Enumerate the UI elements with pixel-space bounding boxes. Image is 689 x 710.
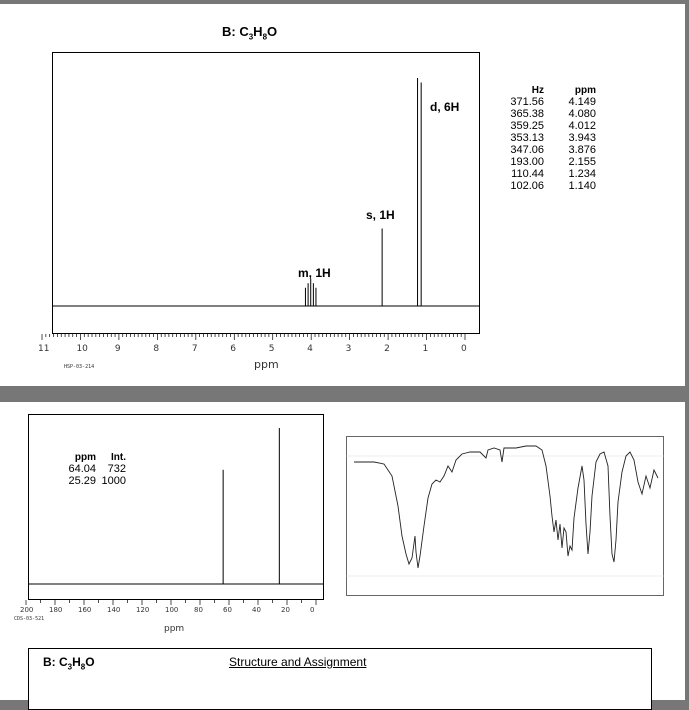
cnmr-ppm-header: ppm (74, 452, 96, 463)
hnmr-peak-row (498, 156, 596, 168)
hnmr-peak-row (498, 96, 596, 108)
cnmr-tick-label: 140 (107, 606, 121, 614)
cnmr-tick-label: 80 (194, 606, 203, 614)
cnmr-peak-row (58, 463, 126, 475)
hz-value: 371.56 (510, 96, 544, 108)
cnmr-tick-label: 180 (49, 606, 63, 614)
ir-spectrum (346, 436, 664, 596)
ppm-value: 3.943 (568, 132, 596, 144)
hnmr-peak-row (498, 132, 596, 144)
hz-header: Hz (531, 85, 544, 96)
hnmr-peak-row (498, 180, 596, 192)
cnmr-int-header: Int. (111, 452, 126, 463)
hz-value: 353.13 (510, 132, 544, 144)
hnmr-title: B: $C_3H_8O$ (222, 24, 278, 42)
hnmr-panel (0, 4, 685, 386)
cnmr-tick-label: 100 (165, 606, 179, 614)
hnmr-tick-label: 5 (268, 344, 275, 354)
hnmr-tick-label: 4 (307, 344, 313, 354)
ppm-value: 4.149 (568, 96, 596, 108)
hnmr-peak-row (498, 144, 596, 156)
cnmr-tick-label: 120 (136, 606, 150, 614)
hnmr-peak-row (498, 120, 596, 132)
cnmr-code: CDS-03-521 (14, 616, 45, 622)
hnmr-tick-label: 9 (114, 344, 121, 354)
ppm-value: 1.234 (568, 168, 596, 180)
hnmr-label-m: m, 1H (298, 266, 331, 280)
cnmr-int-value: 1000 (101, 475, 126, 487)
cnmr-xlabel: ppm (164, 624, 185, 634)
hz-value: 365.38 (510, 108, 544, 120)
ppm-value: 1.140 (568, 180, 596, 192)
hnmr-code: HSP-03-214 (64, 364, 95, 370)
cnmr-int-value: 732 (107, 463, 126, 475)
ppm-value: 4.012 (568, 120, 596, 132)
hnmr-peak-row (498, 108, 596, 120)
hnmr-tick-label: 1 (422, 344, 429, 354)
hnmr-tick-label: 11 (38, 344, 50, 354)
ppm-value: 4.080 (568, 108, 596, 120)
cnmr-ppm-value: 64.04 (68, 463, 96, 475)
hnmr-label-s: s, 1H (366, 208, 395, 222)
hnmr-tick-label: 10 (76, 344, 88, 354)
cnmr-ppm-value: 25.29 (68, 475, 96, 487)
cnmr-peak-row (58, 475, 126, 487)
assignment-formula: B: $C_3H_8O$ (43, 655, 95, 672)
cnmr-tick-label: 20 (281, 606, 290, 614)
hnmr-tick-label: 0 (461, 344, 467, 354)
hz-value: 193.00 (510, 156, 544, 168)
hnmr-peak-row (498, 168, 596, 180)
cnmr-tick-label: 160 (78, 606, 92, 614)
cnmr-peak-table (58, 452, 126, 487)
cnmr-tick-label: 200 (20, 606, 34, 614)
cnmr-tick-label: 60 (223, 606, 232, 614)
hnmr-spectrum (0, 4, 685, 386)
hz-value: 347.06 (510, 144, 544, 156)
hnmr-xlabel: ppm (254, 358, 279, 371)
cnmr-tick-label: 40 (252, 606, 261, 614)
hnmr-tick-label: 2 (384, 344, 390, 354)
ppm-value: 2.155 (568, 156, 596, 168)
assignment-box (28, 648, 652, 710)
hz-value: 110.44 (511, 168, 544, 180)
cnmr-tick-label: 0 (310, 606, 315, 614)
hz-value: 102.06 (510, 180, 544, 192)
hnmr-tick-label: 8 (153, 344, 160, 354)
hnmr-tick-label: 6 (230, 344, 236, 354)
hnmr-tick-label: 3 (345, 344, 352, 354)
ppm-value: 3.876 (568, 144, 596, 156)
ppm-header: ppm (574, 85, 596, 96)
hnmr-tick-label: 7 (191, 344, 198, 354)
assignment-heading: Structure and Assignment (229, 655, 367, 669)
hz-value: 359.25 (510, 120, 544, 132)
hnmr-peak-table (498, 85, 596, 192)
hnmr-label-d: d, 6H (430, 100, 460, 114)
